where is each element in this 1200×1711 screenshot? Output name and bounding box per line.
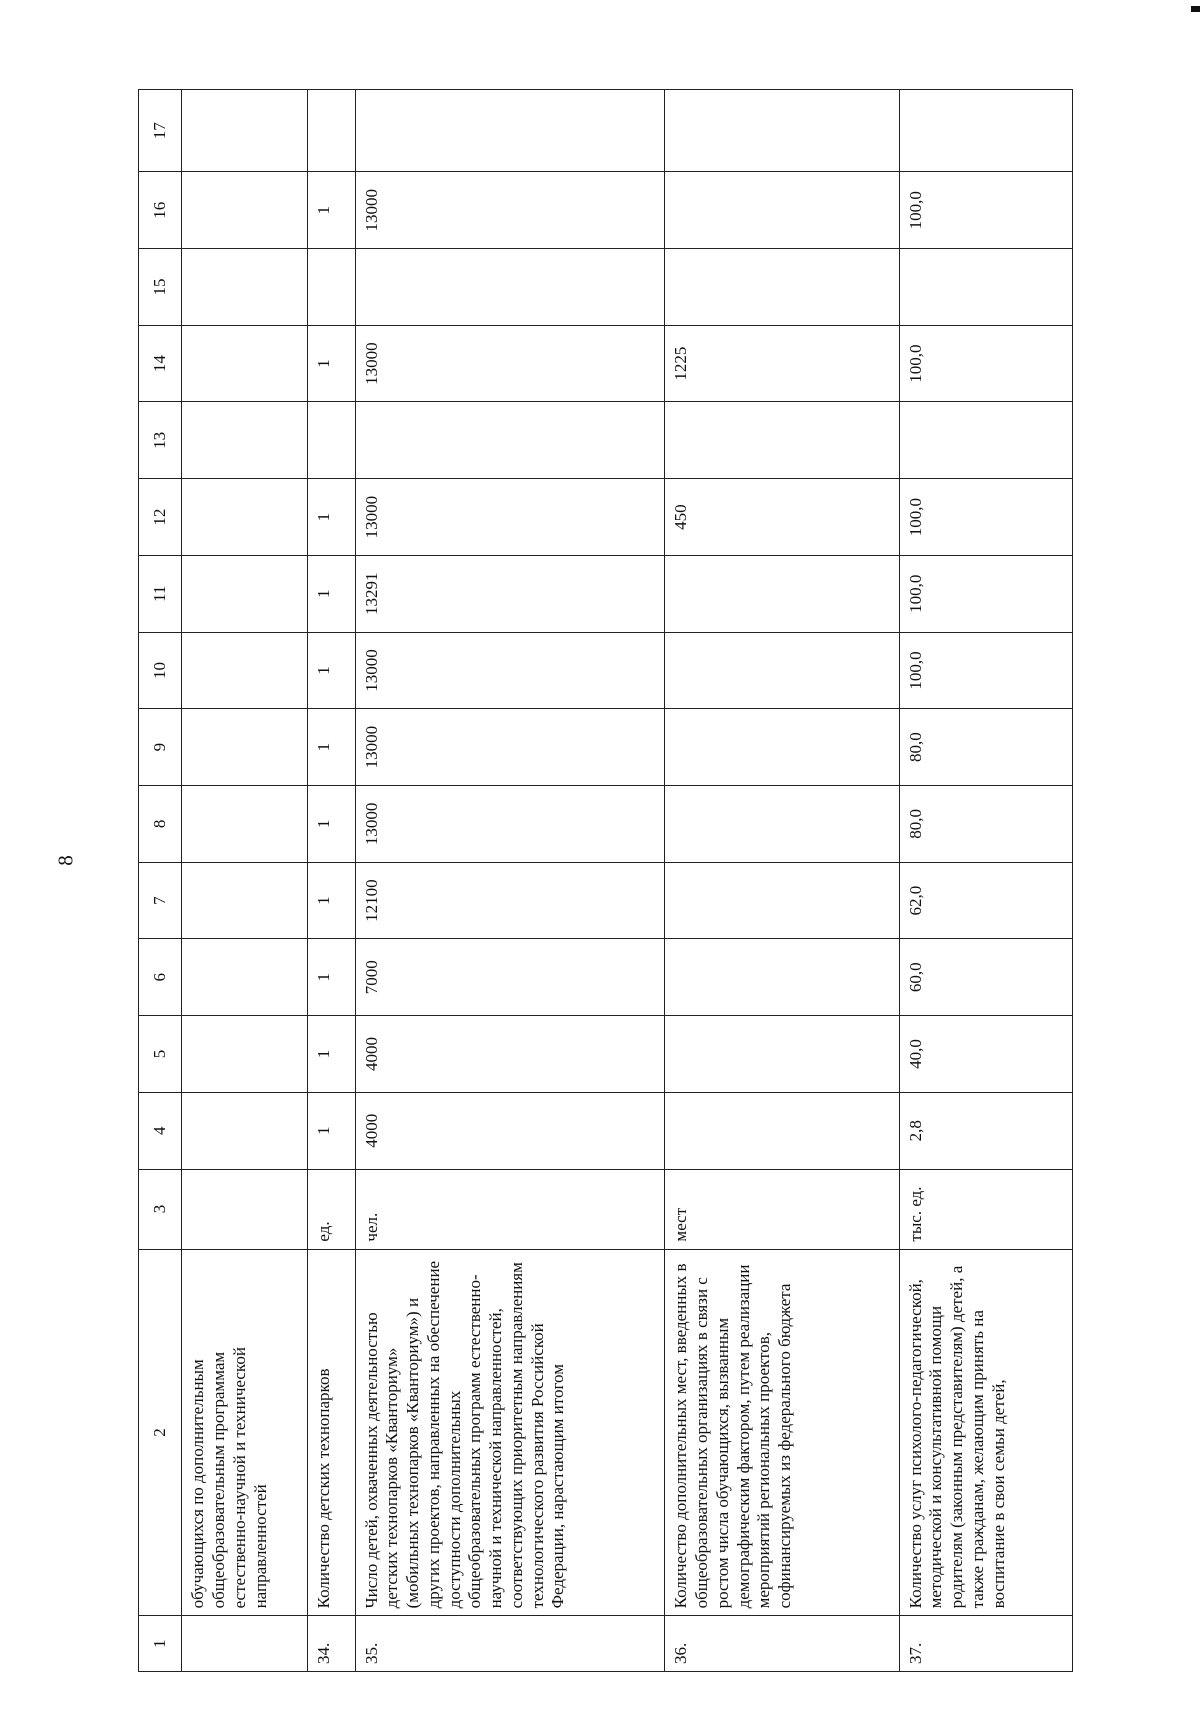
- rotated-table-sheet: [138, 89, 1073, 1672]
- value-cell: [355, 90, 665, 172]
- row-number: 36.: [665, 1616, 899, 1672]
- value-cell: [665, 1092, 899, 1169]
- indicator-description: Количество дополнительных мест, введенных в общеобразовательных организациях в связи с ростом числа обучающихся, вызванным демографическим фактором, путем реализации мероприятий региональных проектов, софинансируемых из федерального бюджета: [665, 1249, 899, 1616]
- value-cell: [899, 249, 1072, 326]
- header-cell: 7: [139, 862, 182, 939]
- value-cell: [308, 90, 355, 172]
- value-cell: 1: [308, 555, 355, 632]
- value-cell: 1: [308, 325, 355, 402]
- value-cell: 100,0: [899, 555, 1072, 632]
- table-row: [355, 90, 665, 1672]
- value-cell: [182, 402, 308, 479]
- value-cell: 1: [308, 786, 355, 863]
- value-cell: [182, 479, 308, 556]
- value-cell: 40,0: [899, 1016, 1072, 1093]
- value-cell: 100,0: [899, 172, 1072, 249]
- indicator-description: Количество детских технопарков: [308, 1249, 355, 1616]
- value-cell: [899, 402, 1072, 479]
- value-cell: [355, 402, 665, 479]
- header-cell: 12: [139, 479, 182, 556]
- value-cell: [665, 939, 899, 1016]
- unit-cell: ед.: [308, 1169, 355, 1249]
- value-cell: 1: [308, 172, 355, 249]
- value-cell: 1: [308, 862, 355, 939]
- header-cell: 16: [139, 172, 182, 249]
- value-cell: 1: [308, 479, 355, 556]
- header-cell: 13: [139, 402, 182, 479]
- value-cell: [665, 709, 899, 786]
- unit-cell: [182, 1169, 308, 1249]
- value-cell: [182, 1016, 308, 1093]
- header-cell: 5: [139, 1016, 182, 1093]
- scan-edge-mark: [1191, 6, 1200, 12]
- value-cell: [182, 325, 308, 402]
- header-cell: 17: [139, 90, 182, 172]
- value-cell: 1: [308, 1016, 355, 1093]
- value-cell: [182, 939, 308, 1016]
- page-number: 8: [53, 855, 78, 866]
- value-cell: [308, 402, 355, 479]
- value-cell: 100,0: [899, 632, 1072, 709]
- value-cell: [182, 1092, 308, 1169]
- header-cell: 9: [139, 709, 182, 786]
- value-cell: 100,0: [899, 479, 1072, 556]
- table-row: [308, 90, 355, 1672]
- value-cell: 62,0: [899, 862, 1072, 939]
- header-row: [139, 90, 182, 1672]
- value-cell: [355, 249, 665, 326]
- header-cell: 1: [139, 1616, 182, 1672]
- indicator-description: Число детей, охваченных деятельностью детских технопарков «Кванториум» (мобильных технопарков «Кванториум») и других проектов, направленных на обеспечение доступности дополнительных общеобразовательных программ естественно-научной и технической направленностей, соответствующих приоритетным направлениям технологического развития Российской Федерации, нарастающим итогом: [355, 1249, 665, 1616]
- table-row: [665, 90, 899, 1672]
- indicator-description: Количество услуг психолого-педагогической, методической и консультативной помощи родителям (законным представителям) детей, а также гражданам, желающим принять на воспитание в свои семьи детей,: [899, 1249, 1072, 1616]
- row-number: [182, 1616, 308, 1672]
- value-cell: 1: [308, 632, 355, 709]
- value-cell: [899, 90, 1072, 172]
- value-cell: [182, 786, 308, 863]
- value-cell: [665, 172, 899, 249]
- value-cell: 1: [308, 939, 355, 1016]
- value-cell: [182, 862, 308, 939]
- header-cell: 2: [139, 1249, 182, 1616]
- value-cell: [182, 90, 308, 172]
- value-cell: [665, 249, 899, 326]
- value-cell: 13000: [355, 479, 665, 556]
- value-cell: 80,0: [899, 786, 1072, 863]
- value-cell: 80,0: [899, 709, 1072, 786]
- value-cell: 13000: [355, 632, 665, 709]
- header-cell: 4: [139, 1092, 182, 1169]
- value-cell: 60,0: [899, 939, 1072, 1016]
- value-cell: [665, 402, 899, 479]
- value-cell: 13000: [355, 325, 665, 402]
- row-number: 37.: [899, 1616, 1072, 1672]
- value-cell: [182, 632, 308, 709]
- value-cell: 4000: [355, 1016, 665, 1093]
- table-row: [899, 90, 1072, 1672]
- value-cell: 13000: [355, 786, 665, 863]
- value-cell: 450: [665, 479, 899, 556]
- value-cell: 13000: [355, 709, 665, 786]
- unit-cell: чел.: [355, 1169, 665, 1249]
- value-cell: [182, 709, 308, 786]
- value-cell: [308, 249, 355, 326]
- unit-cell: тыс. ед.: [899, 1169, 1072, 1249]
- value-cell: 12100: [355, 862, 665, 939]
- table-row: [182, 90, 308, 1672]
- value-cell: [665, 90, 899, 172]
- header-cell: 14: [139, 325, 182, 402]
- value-cell: [665, 786, 899, 863]
- unit-cell: мест: [665, 1169, 899, 1249]
- value-cell: [182, 249, 308, 326]
- value-cell: [182, 172, 308, 249]
- value-cell: [182, 555, 308, 632]
- value-cell: 7000: [355, 939, 665, 1016]
- value-cell: 1225: [665, 325, 899, 402]
- value-cell: [665, 632, 899, 709]
- header-cell: 10: [139, 632, 182, 709]
- header-cell: 6: [139, 939, 182, 1016]
- value-cell: 4000: [355, 1092, 665, 1169]
- value-cell: [665, 1016, 899, 1093]
- row-number: 34.: [308, 1616, 355, 1672]
- header-cell: 8: [139, 786, 182, 863]
- header-cell: 3: [139, 1169, 182, 1249]
- value-cell: [665, 862, 899, 939]
- indicator-description: обучающихся по дополнительным общеобразовательным программам естественно-научной и технической направленностей: [182, 1249, 308, 1616]
- value-cell: 2,8: [899, 1092, 1072, 1169]
- header-cell: 15: [139, 249, 182, 326]
- value-cell: [665, 555, 899, 632]
- row-number: 35.: [355, 1616, 665, 1672]
- header-cell: 11: [139, 555, 182, 632]
- indicators-table: [138, 89, 1073, 1672]
- value-cell: 1: [308, 1092, 355, 1169]
- value-cell: 13000: [355, 172, 665, 249]
- value-cell: 100,0: [899, 325, 1072, 402]
- value-cell: 13291: [355, 555, 665, 632]
- value-cell: 1: [308, 709, 355, 786]
